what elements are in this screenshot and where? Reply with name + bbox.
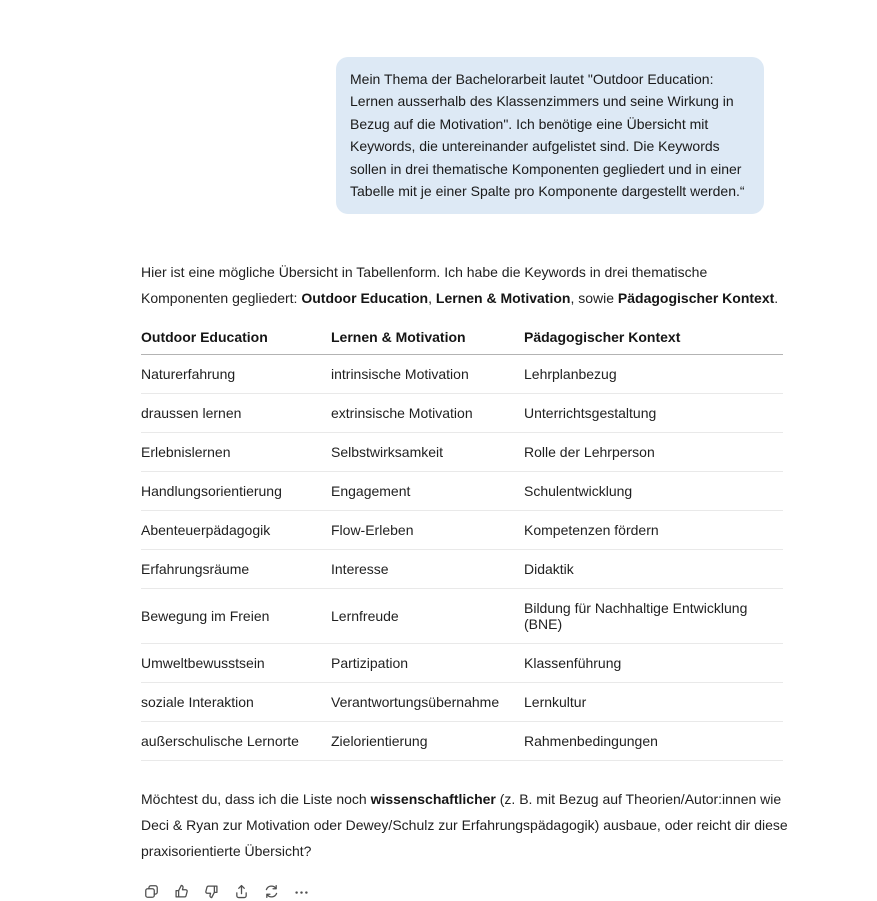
message-actions-toolbar	[141, 881, 784, 901]
thumbs-up-icon	[173, 883, 190, 900]
table-cell: Partizipation	[331, 644, 524, 683]
intro-period: .	[774, 290, 779, 307]
assistant-message	[141, 259, 788, 901]
regenerate-button[interactable]	[261, 881, 281, 901]
share-button[interactable]	[231, 881, 251, 901]
table-header-row	[141, 325, 783, 355]
user-message-row	[0, 0, 877, 214]
table-cell: Rahmenbedingungen	[524, 722, 783, 761]
table-cell: Zielorientierung	[331, 722, 524, 761]
regenerate-icon	[263, 883, 280, 900]
table-cell: Interesse	[331, 550, 524, 589]
table-row	[141, 433, 783, 472]
table-row	[141, 589, 783, 644]
thumbs-down-button[interactable]	[201, 881, 221, 901]
table-cell: Naturerfahrung	[141, 355, 331, 394]
table-cell: Didaktik	[524, 550, 783, 589]
table-cell: Abenteuerpädagogik	[141, 511, 331, 550]
table-row	[141, 511, 783, 550]
table-cell: Bildung für Nachhaltige Entwicklung (BNE)	[524, 589, 783, 644]
table-row	[141, 472, 783, 511]
table-cell: Engagement	[331, 472, 524, 511]
closing-text: Möchtest du, dass ich die Liste noch	[141, 791, 371, 808]
table-cell: Bewegung im Freien	[141, 589, 331, 644]
table-row	[141, 722, 783, 761]
table-cell: Selbstwirksamkeit	[331, 433, 524, 472]
table-cell: extrinsische Motivation	[331, 394, 524, 433]
table-row	[141, 394, 783, 433]
assistant-closing-paragraph	[141, 786, 791, 864]
intro-bold-paedagogischer-kontext: Pädagogischer Kontext	[617, 290, 775, 307]
table-column-header: Lernen & Motivation	[331, 325, 524, 355]
thumbs-up-button[interactable]	[171, 881, 191, 901]
table-cell: Lernfreude	[331, 589, 524, 644]
user-message-bubble: Mein Thema der Bachelorarbeit lautet "Outdoor Education: Lernen ausserhalb des Klassenzimmers und seine Wirkung in Bezug auf die Motivation". Ich benötige eine Übersicht mit Keywords, die untereinander aufgelistet sind. Die Keywords sollen in drei thematische Komponenten gegliedert und in einer Tabelle mit je einer Spalte pro Komponente dargestellt werden.“	[336, 57, 764, 214]
table-row	[141, 550, 783, 589]
table-column-header: Pädagogischer Kontext	[524, 325, 783, 355]
table-row	[141, 355, 783, 394]
keywords-table	[141, 325, 783, 761]
thumbs-down-icon	[203, 883, 220, 900]
table-cell: Kompetenzen fördern	[524, 511, 783, 550]
table-cell: Unterrichtsgestaltung	[524, 394, 783, 433]
closing-bold-wissenschaftlicher: wissenschaftlicher	[370, 791, 496, 808]
table-cell: Umweltbewusstsein	[141, 644, 331, 683]
closing-text: (z. B. mit Bezug auf Theorien/Autor:innen wie Deci & Ryan zur Motivation oder Dewey/Schulz zur Erfahrungspädagogik) ausbaue, oder reicht dir diese praxisorientierte Übersicht?	[141, 791, 788, 860]
table-body	[141, 355, 783, 761]
table-cell: draussen lernen	[141, 394, 331, 433]
copy-icon	[143, 883, 160, 900]
copy-button[interactable]	[141, 881, 161, 901]
table-cell: intrinsische Motivation	[331, 355, 524, 394]
table-cell: Lehrplanbezug	[524, 355, 783, 394]
table-row	[141, 683, 783, 722]
table-cell: Verantwortungsübernahme	[331, 683, 524, 722]
share-icon	[233, 883, 250, 900]
intro-bold-outdoor-education: Outdoor Education	[301, 290, 429, 307]
table-cell: Flow-Erleben	[331, 511, 524, 550]
intro-separator: ,	[428, 290, 436, 307]
table-cell: Erlebnislernen	[141, 433, 331, 472]
more-options-button[interactable]	[291, 881, 311, 901]
intro-text: Hier ist eine mögliche Übersicht in Tabellenform. Ich habe die Keywords in drei thematische Komponenten gegliedert:	[141, 264, 708, 307]
assistant-intro-paragraph	[141, 259, 784, 311]
table-row	[141, 644, 783, 683]
table-column-header: Outdoor Education	[141, 325, 331, 355]
intro-separator: , sowie	[570, 290, 618, 307]
more-icon	[293, 883, 310, 900]
table-cell: Rolle der Lehrperson	[524, 433, 783, 472]
table-cell: Erfahrungsräume	[141, 550, 331, 589]
table-cell: Lernkultur	[524, 683, 783, 722]
intro-bold-lernen-motivation: Lernen & Motivation	[435, 290, 571, 307]
table-cell: Schulentwicklung	[524, 472, 783, 511]
table-cell: Handlungsorientierung	[141, 472, 331, 511]
table-cell: außerschulische Lernorte	[141, 722, 331, 761]
table-cell: Klassenführung	[524, 644, 783, 683]
table-cell: soziale Interaktion	[141, 683, 331, 722]
